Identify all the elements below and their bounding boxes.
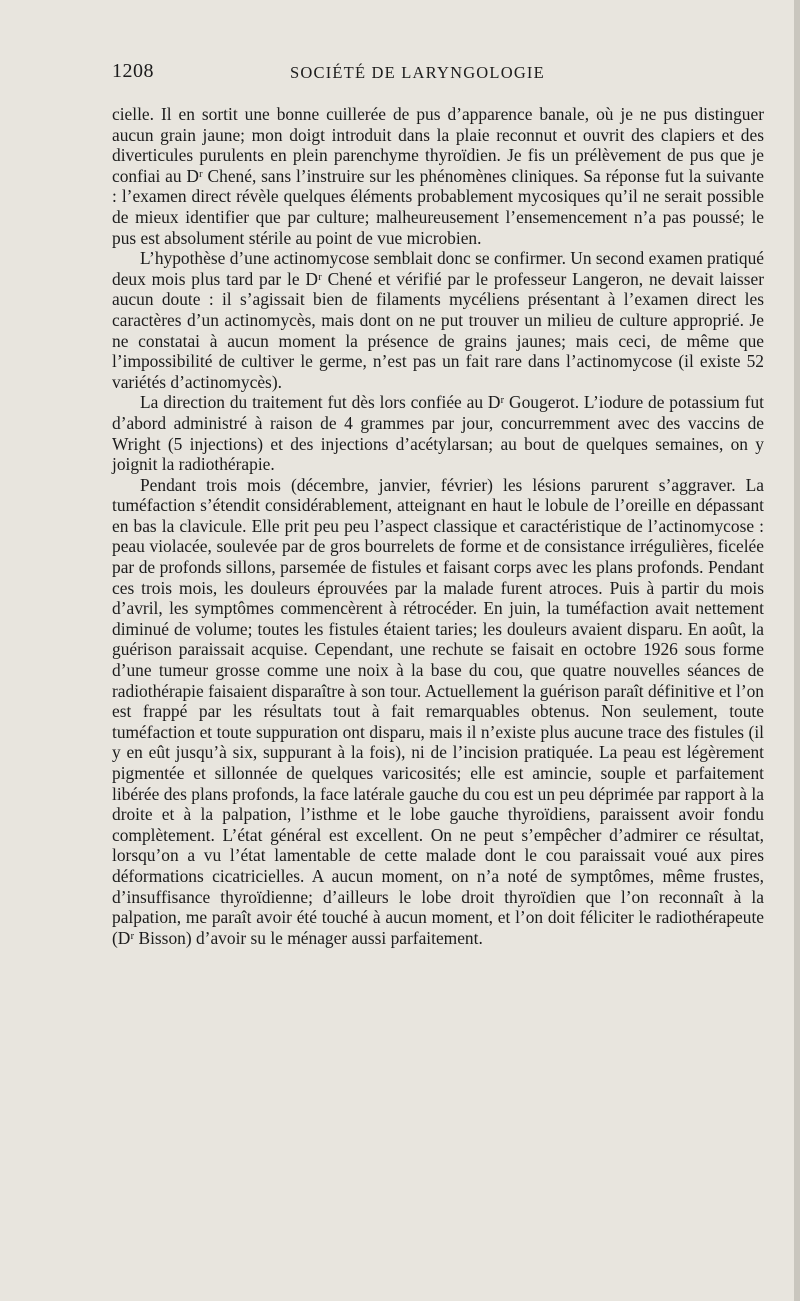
body-text [112,104,764,948]
paragraph-3: La direction du traitement fut dès lors confiée au Dʳ Gougerot. L’iodure de potassium fut d’abord administré à raison de 4 grammes par jour, concurremment avec des vaccins de Wright (5 injections) et des injections d’acétylarsan; au bout de quelques semaines, on y joignit la radiothérapie. [112,392,764,475]
page-number: 1208 [112,60,154,82]
page-edge-shadow [794,0,800,1301]
page-header [112,60,762,84]
paragraph-2: L’hypothèse d’une actinomycose semblait donc se confirmer. Un second examen pratiqué deux mois plus tard par le Dʳ Chené et vérifié par le professeur Langeron, ne devait laisser aucun doute : il s’agissait bien de filaments mycéliens présentant à l’examen direct les caractères d’un actinomycès, mais dont on ne put trouver un milieu de culture approprié. Je ne constatai à aucun moment la présence de grains jaunes; mais ceci, de même que l’impossibilité de cultiver le germe, n’est pas un fait rare dans l’actinomycose (il existe 52 variétés d’actinomycès). [112,248,764,392]
paragraph-4: Pendant trois mois (décembre, janvier, février) les lésions parurent s’aggraver. La tuméfaction s’étendit considérablement, atteignant en haut le lobule de l’oreille en dépassant en bas la clavicule. Elle prit peu peu l’aspect classique et caractéristique de l’actinomycose : peau violacée, soulevée par de gros bourrelets de forme et de consistance irrégulières, ficelée par de profonds sillons, parsemée de fistules et faisant corps avec les plans profonds. Pendant ces trois mois, les douleurs éprouvées par la malade furent atroces. Puis à partir du mois d’avril, les symptômes commencèrent à rétrocéder. En juin, la tuméfaction avait nettement diminué de volume; toutes les fistules étaient taries; les douleurs avaient disparu. En août, la guérison paraissait acquise. Cependant, une rechute se faisait en octobre 1926 sous forme d’une tumeur grosse comme une noix à la base du cou, que quatre nouvelles séances de radiothérapie faisaient disparaître à son tour. Actuellement la guérison paraît définitive et l’on est frappé par les résultats tout à fait remarquables obtenus. Non seulement, toute tuméfaction et toute suppuration ont disparu, mais il n’existe plus aucune trace des fistules (il y en eût jusqu’à six, suppurant à la fois), ni de l’incision pratiquée. La peau est légèrement pigmentée et sillonnée de quelques varicosités; elle est amincie, souple et parfaitement libérée des plans profonds, la face latérale gauche du cou est un peu déprimée par rapport à la droite et à la palpation, l’isthme et le lobe gauche thyroïdiens, paraissent avoir fondu complètement. L’état général est excellent. On ne peut s’empêcher d’admirer ce résultat, lorsqu’on a vu l’état lamentable de cette malade dont le cou paraissait voué aux pires déformations cicatricielles. A aucun moment, on n’a noté de symptômes, même frustes, d’insuffisance thyroïdienne; d’ailleurs le lobe droit thyroïdien que l’on reconnaît à la palpation, me paraît avoir été touché à aucun moment, et l’on doit féliciter le radiothérapeute (Dʳ Bisson) d’avoir su le ménager aussi parfaitement. [112,474,764,948]
paragraph-1: cielle. Il en sortit une bonne cuillerée de pus d’apparence banale, où je ne pus distinguer aucun grain jaune; mon doigt introduit dans la plaie reconnut et ouvrit des clapiers et des diverticules purulents en plein parenchyme thyroïdien. Je fis un prélèvement de pus que je confiai au Dʳ Chené, sans l’instruire sur les phénomènes cliniques. Sa réponse fut la suivante : l’examen direct révèle quelques éléments probablement mycosiques qu’il ne serait possible de mieux identifier que par culture; malheureusement l’ensemencement n’a pas poussé; le pus est absolument stérile au point de vue microbien. [112,104,764,248]
running-title: SOCIÉTÉ DE LARYNGOLOGIE [290,63,545,82]
